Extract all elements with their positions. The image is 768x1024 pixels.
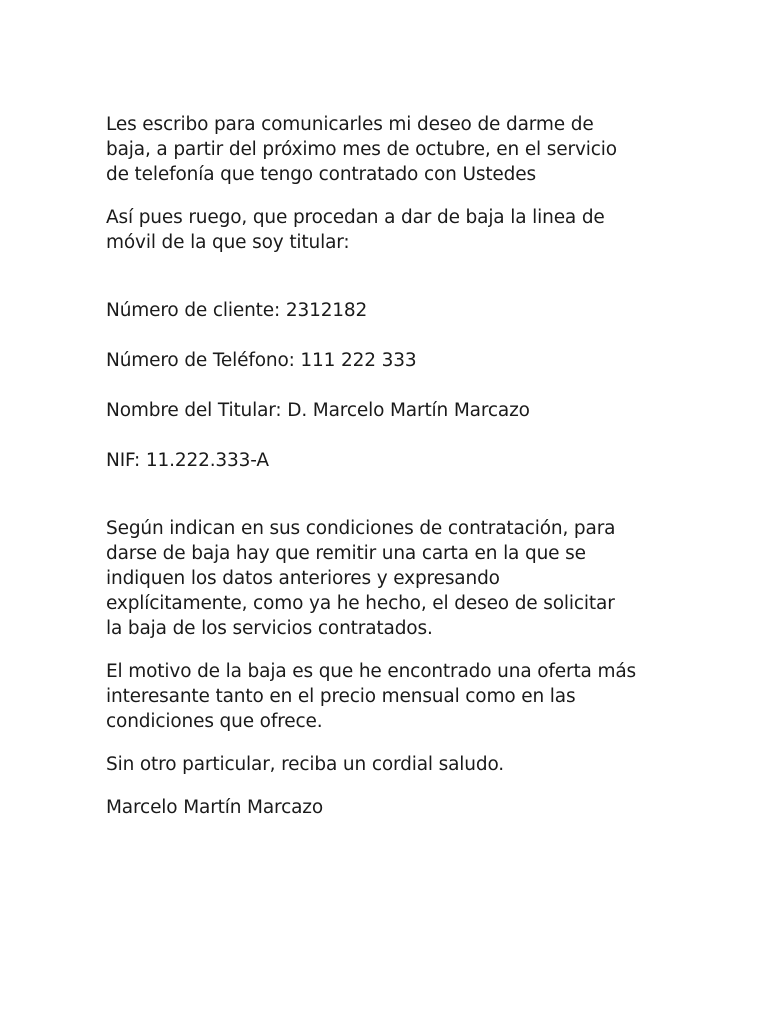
- phone-number: Número de Teléfono: 111 222 333: [106, 350, 417, 371]
- signature-name: Marcelo Martín Marcazo: [106, 797, 324, 818]
- nif: NIF: 11.222.333-A: [106, 450, 269, 471]
- paragraph-reason: El motivo de la baja es que he encontrado una oferta más interesante tanto en el precio mensual como en las condiciones que ofrece.: [106, 661, 637, 732]
- paragraph-request: Así pues ruego, que procedan a dar de baja la linea de móvil de la que soy titular:: [106, 207, 605, 253]
- holder-name: Nombre del Titular: D. Marcelo Martín Marcazo: [106, 400, 530, 421]
- client-number: Número de cliente: 2312182: [106, 300, 368, 321]
- paragraph-intro: Les escribo para comunicarles mi deseo de darme de baja, a partir del próximo mes de octubre, en el servicio de telefonía que tengo contratado con Ustedes: [106, 114, 617, 185]
- customer-details: [106, 273, 676, 498]
- paragraph-conditions: Según indican en sus condiciones de contratación, para darse de baja hay que remitir una carta en la que se indiquen los datos anteriores y expresando explícitamente, como ya he hecho, el deseo de solicitar la baja de los servicios contratados.: [106, 518, 616, 639]
- letter-body: [106, 112, 676, 838]
- closing-line: Sin otro particular, reciba un cordial saludo.: [106, 754, 505, 775]
